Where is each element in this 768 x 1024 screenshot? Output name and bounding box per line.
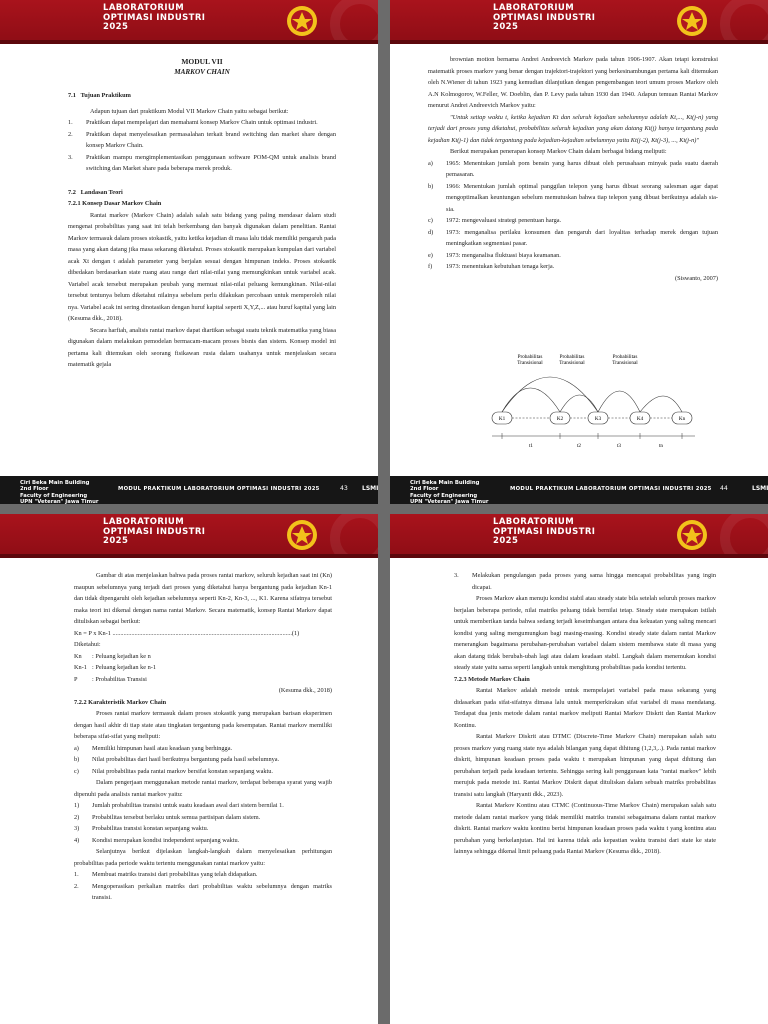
paragraph: Rantai Markov Diskrit atau DTMC (Discrete-Time Markov Chain) merupakan salah satu proses markov yang ruang state nya adalah bilangan yang dapat dihitung (1,2,3,..). Pada rantai markov diskrit, himpunan keadaan proses pada waktu t merupakan himpunan yang dapat dihitung dan perubahan terjadi pada keadaan tertentu. Sehingga sering kali penggunaan kata "rantai markov" lebih merujuk pada metode ini. Rantai Markov Diskrit dapat dituliskan dalam sebuah matriks probabilitas transisi satu langkah (Haryanti dkk., 2023). [454,733,716,798]
list-item: a) Memiliki himpunan hasil atau keadaan yang berhingga. [74,744,233,752]
definition-row: Kn-1 : Peluang kejadian ke n-1 [74,664,156,671]
footer-address: Ciri Beka Main Building 2nd Floor Faculty of Engineering UPN "Veteran" Jawa Timur [20,480,99,504]
time-labels [529,443,663,449]
diagram-label: Probabilitas [612,354,638,360]
quote: "Untuk setiap waktu t, ketika kejadian Kt dan seluruh kejadian sebelumnya adalah Kt,..., Kt(j-n) yang terjadi dari proses yang diketahui, probabilitas seluruh kejadian yang akan datang Kt(j) hanya tergantung pada kejadian Kt(j-1) dan tidak tergantung pada kejadian-kejadian sebelumnya yaitu Kt(j-2), Kt(j-3), ..., Kt(j-n)" [428,113,718,144]
list-item: 4) Kondisi merupakan kondisi independent sepanjang waktu. [74,836,240,844]
document-page-43 [0,0,378,504]
paragraph: Proses Markov akan menuju kondisi stabil atau steady state bila setelah seluruh proses markov berjalan beberapa periode, nilai matriks peluang tidak bernilai tetap. Steady state merupakan istilah untuk memberikan tanda bahwa sedang terjadi keseimbangan antara dua kekuatan yang saling mencari kondisi yang saling mengumungkan bagi masing-masing. Kondisi steady state dalam rantai Markov menerangkan bagaimana perubahan-perubahan variabel dalam sistem membawa state di masa yang akan datang tidak berubah-ubah lagi atau dalam keadaan stabil. Langkah dalam menemukan kondisi steady state yaitu sama seperti langkah untuk menghitung probabilitas pada kondisi tertentu. [454,595,716,671]
definition-row: Kn : Peluang kejadian ke n [74,652,151,660]
page-43-body [68,56,336,371]
paragraph: Selanjutnya berikut dijelaskan langkah-langkah dalam menyelesaikan perhitungan probabilitas pada periode waktu tertentu menggunakan rantai markov yaitu: [74,848,332,867]
footer-address: Ciri Beka Main Building 2nd Floor Faculty of Engineering UPN "Veteran" Jawa Timur [410,480,489,504]
footer-module-title: MODUL PRAKTIKUM LABORATORIUM OPTIMASI INDUSTRI 2025 [510,486,712,492]
page-45-body [74,570,332,904]
module-title: MODUL VII [181,57,223,66]
lab-logo: LSMI [362,485,378,492]
header-decoration [330,514,378,558]
list-item: 1. Membuat matriks transisi dari probabilitas yang telah didapatkan. [74,871,258,878]
list-item: 3. Praktikan mampu mengimplementasikan penggunaan software POM-QM untuk analisis brand switching dan Market share pada beberapa merek produk. [68,153,336,172]
footer-module-title: MODUL PRAKTIKUM LABORATORIUM OPTIMASI INDUSTRI 2025 [118,486,320,492]
lab-title: LABORATORIUM OPTIMASI INDUSTRI 2025 [103,517,206,546]
paragraph: Berikut merupakan penerapan konsep Markov Chain dalam berbagai bidang meliputi: [450,148,667,155]
transition-arcs [502,377,682,412]
subsection-heading: 7.2.3 Metode Markov Chain [454,675,530,683]
list-item: f) 1973: menentukan kebutuhan tenaga kerja. [428,263,555,270]
university-logo-icon [676,519,708,551]
lab-title: LABORATORIUM OPTIMASI INDUSTRI 2025 [493,3,596,32]
lab-title: LABORATORIUM OPTIMASI INDUSTRI 2025 [493,517,596,546]
time-label: tn [658,443,664,449]
list-item: 2. Mengoperasikan perkalian matriks dari probabilitas waktu sebelumnya dengan matriks transisi. [74,882,332,901]
diagram-label: Probabilitas [559,354,585,360]
node-label: K1 [498,416,506,422]
list-item: 1. Praktikan dapat mempelajari dan memahami konsep Markov Chain untuk optimasi industri. [68,119,318,126]
list-item: b) 1966: Menentukan jumlah optimal panggilan telepon yang harus dibuat seorang salesman agar dapat mengoptimalkan keuntungan sebelum memutuskan bahwa tiap telepon yang dibuat berikutnya adalah sia-sia. [428,182,718,213]
page-header [0,0,378,44]
page-number: 43 [340,485,348,492]
university-logo-icon [676,5,708,37]
paragraph: Rantai Markov Kontinu atau CTMC (Continuous-Time Markov Chain) merupakan salah satu metode dalam rantai markov yang tidak memiliki matriks transisi sebagaimana dalam rantai markov diskrit. Rantai markov waktu kontinu berisi himpunan keadaan proses pada waktu t yang kontinu atau perubahan yang berkelanjutan. Hal ini karena tidak ada kepastian waktu transisi dari state ke state lainnya sehingga dikenal limit peluang pada Rantai Markov (Kesuma dkk., 2018). [454,802,716,855]
lab-title: LABORATORIUM OPTIMASI INDUSTRI 2025 [103,3,206,32]
paragraph: Dalam pengerjaan menggunakan metode rantai markov, terdapat beberapa syarat yang wajib dipenuhi pada analisis rantai markov yaitu: [74,779,332,798]
header-decoration [330,0,378,44]
list-item: a) 1965: Menentukan jumlah pom bensin yang harus dibuat oleh perusahaan minyak pada suatu daerah pemasaran. [428,159,718,178]
node-label: Kn [678,416,686,422]
page-footer [390,476,768,504]
header-decoration [720,514,768,558]
page-44-body [428,54,718,284]
document-page-44 [390,0,768,504]
paragraph: Proses rantai markov termasuk dalam proses stokastik yang merupakan barisan eksperimen dengan hasil akhir di tiap state atau tingkatan tergantung pada kesempatan. Rantai markov memiliki beberapa sifat-sifat yang meliputi: [74,710,332,740]
document-page-45 [0,514,378,1024]
citation: (Kesuma dkk., 2018) [278,687,332,694]
formula: Kn = P x Kn-1 ..................................................................................................................(1) [74,629,300,637]
list-item: e) 1973: menganalisa fluktuasi biaya keamanan. [428,251,561,259]
list-item: c) 1972: mengevaluasi strategi penentuan harga. [428,217,562,224]
list-item: d) 1973: menganalisa perilaku konsumen dan pengaruh dari loyalitas terhadap merek dengan tujuan meningkatkan segmentasi pasar. [428,228,718,247]
page-header [0,514,378,558]
document-page-46 [390,514,768,1024]
paragraph: Rantai markov (Markov Chain) adalah salah satu bidang yang paling mendasar dalam studi mengenai probabilitas yang saat ini telah berkembang dan banyak digunakan dalam penelitian. Rantai Markov termasuk dalam proses stokastik, yaitu ketika kejadian di masa lalu tidak memiliki pengaruh pada masa yang akan datang jika masa sekarang diketahui. Proses stokastik merupakan kumpulan dari variabel acak Xt dengan t adalah parameter yang berjalan sesuai dengan himpunan indeks. Proses stokastik dibedakan berdasarkan state ruang atau range dari nilai-nilai yang memungkinkan untuk variabel acak. Variabel acak tersebut merupakan peubah yang memuat nilai-nilai peluang kemungkinan. Nilai-nilai tersebut tentunya belum diketahui nilainya sebelum perlu dilakukan percobaan untuk memperoleh nilai nya. Variabel acak ini sering dinotasikan dengan huruf kapital seperti X,Y,Z,... atau huruf kapital yang lain (Kesuma dkk., 2018). [68,211,337,322]
time-label: t1 [528,443,534,449]
node-label: K2 [556,416,564,422]
subsection-heading: 7.2.1 Konsep Dasar Markov Chain [68,200,162,207]
section-heading: 7.1 Tujuan Praktikum [68,92,131,99]
paragraph: Gambar di atas menjelaskan bahwa pada proses rantai markov, seluruh kejadian saat ini (Kn) maupun sebelumnya yang terjadi dari proses yang diketahui hanya bergantung pada kejadian Kn-1 dan tidak dipengaruhi oleh kejadian sebelumnya seperti Kn-2, Kn-3, ..., K1. Karena sifatnya tersebut maka teori ini dikenal dengan nama rantai Markov. Secara matematik, konsep Rantai Markov dapat dituliskan sebagai berikut: [74,572,332,625]
page-header [390,514,768,558]
list-item: 2. Praktikan dapat menyelesaikan permasalahan terkait brand switching dan market share dengan konsep Markov Chain. [68,130,336,149]
node-label: K4 [636,416,644,422]
page-46-body [454,570,716,858]
list-item: 3. Melakukan pengulangan pada proses yang sama hingga mencapai probabilitas yang ingin dicapai. [454,572,716,591]
paragraph: Adapun tujuan dari praktikum Modul VII Markov Chain yaitu sebagai berikut: [90,107,289,115]
list-item: 2) Probabilitas tersebut berlaku untuk semua partisipan dalam sistem. [74,813,261,821]
university-logo-icon [286,519,318,551]
definition-row: P : Probabilitas Transisi [74,675,147,683]
node-label: K3 [594,416,602,422]
diagram-label: Transisional [517,360,543,366]
university-logo-icon [286,5,318,37]
time-label: t3 [616,443,622,449]
time-label: t2 [576,443,582,449]
paragraph: brownian motion bernama Andrei Andreevich Markov pada tahun 1906-1907. Akan tetapi konstruksi matematik proses markov yang benar dengan trajektori-trajektori yang berkesinambungan pertama kali ditemukan oleh N.Wiener di tahun 1923 yang kemudian dilanjutkan dengan pengembangan teori umum proses Markov oleh A.N Kolmogorov, W.Feller, W. Doeblin, dan P. Levy pada tahun 1930 dan 1940. Adapun temuan Rantai Markov menurut Andrei Andreevich Markov yaitu: [428,56,718,109]
list-item: 3) Probabilitas transisi konstan sepanjang waktu. [74,825,209,832]
paragraph: Rantai Markov adalah metode untuk mempelajari variabel pada masa sekarang yang didasarkan pada sifat-sifatnya dimasa lalu untuk memperkirakan sifat variabel di masa mendatang. Terdapat dua jenis metode dalam rantai markov meliputi Rantai Markov Diskrit dan Rantai Markov Kontinu. [454,687,716,729]
citation: (Siswanto, 2007) [674,274,718,282]
list-item: 1) Jumlah probabilitas transisi untuk suatu keadaan awal dari sistem bernilai 1. [74,802,284,809]
section-heading: 7.2 Landasan Teori [68,188,123,196]
diagram-label: Probabilitas [517,354,543,360]
page-footer [0,476,378,504]
subsection-heading: 7.2.2 Karakteristik Markov Chain [74,698,167,706]
list-item: c) Nilai probabilitas pada rantai markov bersifat konstan sepanjang waktu. [74,767,273,775]
known-label: Diketahui: [74,641,101,648]
page-number: 44 [720,485,728,492]
page-header [390,0,768,44]
header-decoration [720,0,768,44]
list-item: b) Nilai probabilitas dari hasil berikutnya bergantung pada hasil sebelumnya. [74,756,280,763]
markov-chain-diagram [490,350,740,460]
diagram-label: Transisional [559,360,585,366]
paragraph: Secara harfiah, analisis rantai markov dapat diartikan sebagai suatu teknik matematika yang biasa digunakan dalam melakukan pemodelan bermacam-macam proses bisnis dan sistem. Konsep model ini pertama kali ditemukan oleh seorang fisikawan rusia dalam usahanya untuk menjelaskan secara matematik gejala [68,326,337,368]
module-subtitle: MARKOV CHAIN [174,68,230,76]
lab-logo: LSMI [752,485,768,492]
diagram-label: Transisional [612,360,638,366]
